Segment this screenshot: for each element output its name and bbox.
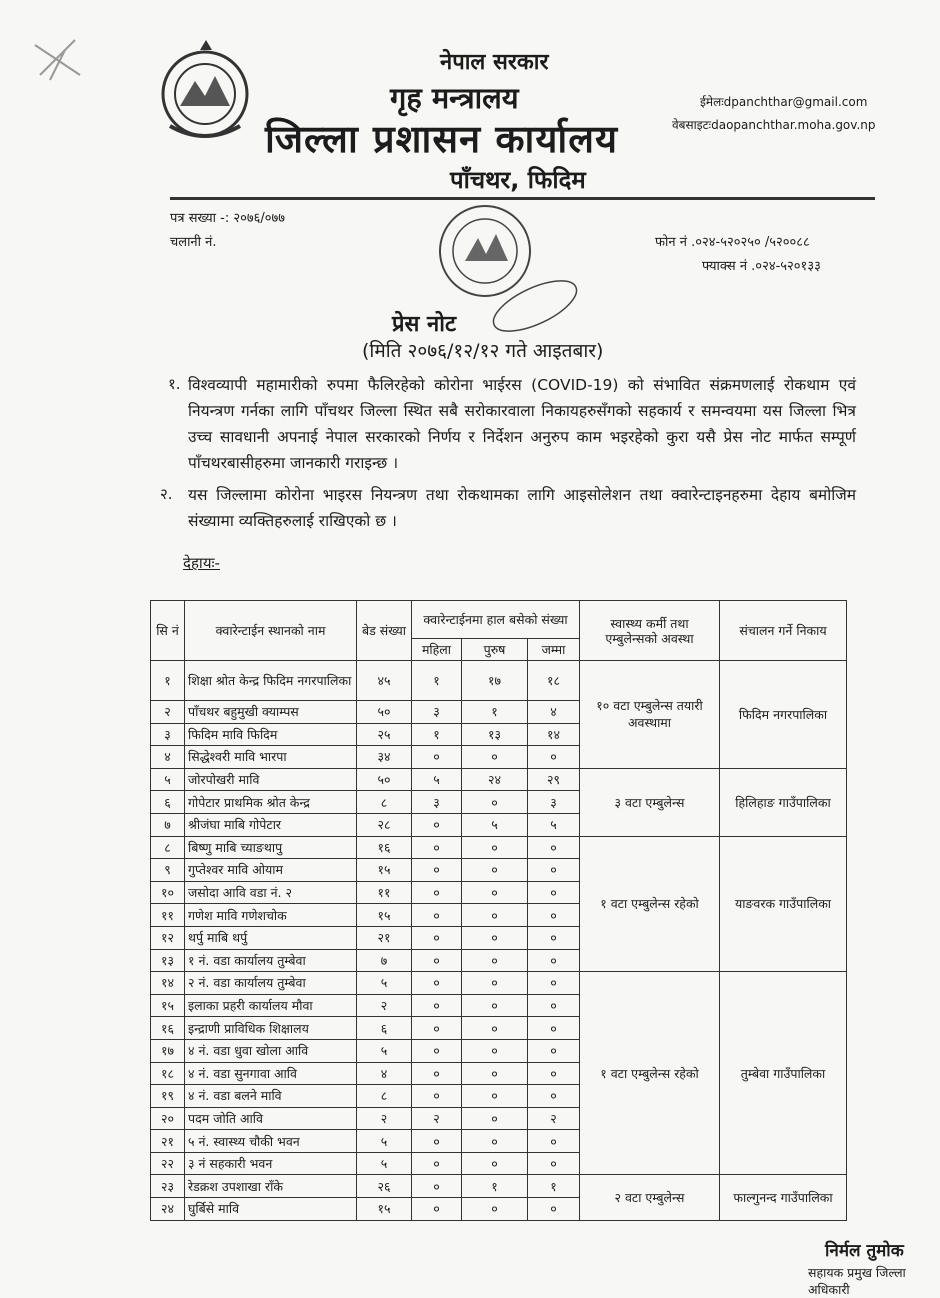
cell-female: ० (412, 1039, 462, 1062)
cell-sn: २३ (151, 1175, 185, 1198)
cell-sn: १६ (151, 1017, 185, 1040)
cell-name: ३ नं सहकारी भवन (185, 1152, 357, 1175)
cell-total: ० (528, 1130, 580, 1153)
cell-female: १ (412, 723, 462, 746)
dehay-label: देहायः- (183, 554, 220, 572)
cell-beds: १५ (357, 859, 412, 882)
cell-female: ० (412, 836, 462, 859)
press-note-date: (मिति २०७६/१२/१२ गते आइतबार) (362, 340, 604, 362)
cell-beds: ६ (357, 1017, 412, 1040)
cell-female: ० (412, 1198, 462, 1221)
cell-female: ३ (412, 791, 462, 814)
cell-name: रेडक्रश उपशाखा राँके (185, 1175, 357, 1198)
cell-male: ० (462, 926, 528, 949)
cell-beds: १५ (357, 1198, 412, 1221)
cell-male: ० (462, 1107, 528, 1130)
cell-total: ० (528, 1085, 580, 1108)
cell-beds: ४५ (357, 661, 412, 701)
cell-name: श्रीजंघा माबि गोपेटार (185, 813, 357, 836)
cell-male: ० (462, 1198, 528, 1221)
quarantine-table-body (151, 661, 847, 1221)
fax-number: फ्याक्स नं .०२४-५२०१३३ (702, 259, 821, 274)
cell-female: ५ (412, 768, 462, 791)
cell-male: ० (462, 1085, 528, 1108)
cell-total: ५ (528, 813, 580, 836)
table-row (151, 661, 847, 701)
cell-beds: २६ (357, 1175, 412, 1198)
cell-total: ३ (528, 791, 580, 814)
dispatch-number: चलानी नं. (170, 235, 217, 250)
nepal-emblem-icon (150, 36, 260, 146)
cell-male: ० (462, 904, 528, 927)
cell-operator: फिदिम नगरपालिका (720, 661, 847, 769)
cell-total: ० (528, 926, 580, 949)
cell-female: ० (412, 1085, 462, 1108)
cell-total: ० (528, 1198, 580, 1221)
cell-beds: ७ (357, 949, 412, 972)
cell-total: ० (528, 881, 580, 904)
cell-total: ० (528, 1152, 580, 1175)
cell-male: ० (462, 881, 528, 904)
cell-name: ४ नं. वडा धुवा खोला आवि (185, 1039, 357, 1062)
cell-name: ४ नं. वडा सुनगावा आवि (185, 1062, 357, 1085)
cell-beds: ४ (357, 1062, 412, 1085)
cell-female: ० (412, 1017, 462, 1040)
quarantine-table (150, 600, 847, 1221)
cell-sn: ७ (151, 813, 185, 836)
cell-name: जसोदा आवि वडा नं. २ (185, 881, 357, 904)
cell-beds: ५ (357, 1152, 412, 1175)
cell-total: ० (528, 994, 580, 1017)
paragraph-1-number: १. (168, 375, 181, 393)
cell-health: १ वटा एम्बुलेन्स रहेको (580, 972, 720, 1175)
cell-total: ० (528, 972, 580, 995)
cell-sn: २१ (151, 1130, 185, 1153)
cell-female: ० (412, 994, 462, 1017)
cell-health: १० वटा एम्बुलेन्स तयारी अवस्थामा (580, 661, 720, 769)
cell-male: १ (462, 1175, 528, 1198)
signature-name: निर्मल तुमोक (825, 1241, 904, 1261)
cell-health: १ वटा एम्बुलेन्स रहेको (580, 836, 720, 972)
cell-total: ० (528, 1017, 580, 1040)
cell-beds: ५ (357, 1130, 412, 1153)
cell-sn: २० (151, 1107, 185, 1130)
cell-male: ० (462, 859, 528, 882)
ministry-name: गृह मन्त्रालय (390, 81, 519, 115)
government-name: नेपाल सरकार (440, 50, 549, 75)
cell-female: ० (412, 949, 462, 972)
cell-name: ५ नं. स्वास्थ्य चौकी भवन (185, 1130, 357, 1153)
paragraph-2: यस जिल्लामा कोरोना भाइरस नियन्त्रण तथा रोकथामका लागि आइसोलेशन तथा क्वारेन्टाइनहरुमा देहाय बमोजिम संख्यामा व्यक्तिहरुलाई राखिएको छ । (188, 486, 856, 530)
cell-male: १ (462, 701, 528, 724)
cell-name: घुर्बिसे मावि (185, 1198, 357, 1221)
cell-sn: १० (151, 881, 185, 904)
header-total: जम्मा (528, 639, 580, 661)
cell-female: ० (412, 1062, 462, 1085)
cell-beds: २१ (357, 926, 412, 949)
header-name: क्वारेन्टाईन स्थानको नाम (185, 601, 357, 661)
cell-name: १ नं. वडा कार्यालय तुम्बेवा (185, 949, 357, 972)
office-name: जिल्ला प्रशासन कार्यालय (265, 117, 619, 161)
cell-total: २९ (528, 768, 580, 791)
cell-total: ० (528, 746, 580, 769)
cell-health: ३ वटा एम्बुलेन्स (580, 768, 720, 836)
cell-operator: फाल्गुनन्द गाउँपालिका (720, 1175, 847, 1220)
cell-total: ० (528, 904, 580, 927)
cell-total: १४ (528, 723, 580, 746)
cell-beds: ८ (357, 791, 412, 814)
press-note-title: प्रेस नोट (392, 312, 457, 337)
cell-male: ० (462, 1130, 528, 1153)
table-row (151, 972, 847, 995)
cell-sn: १९ (151, 1085, 185, 1108)
cell-sn: ११ (151, 904, 185, 927)
cell-name: २ नं. वडा कार्यालय तुम्बेवा (185, 972, 357, 995)
cell-name: शिक्षा श्रोत केन्द्र फिदिम नगरपालिका (185, 661, 357, 701)
cell-beds: २८ (357, 813, 412, 836)
cell-name: इलाका प्रहरी कार्यालय मौवा (185, 994, 357, 1017)
header-male: पुरुष (462, 639, 528, 661)
cell-female: १ (412, 661, 462, 701)
cell-female: ० (412, 881, 462, 904)
cell-beds: ११ (357, 881, 412, 904)
cell-beds: १६ (357, 836, 412, 859)
cell-sn: १८ (151, 1062, 185, 1085)
cell-sn: ४ (151, 746, 185, 769)
cell-beds: २५ (357, 723, 412, 746)
cell-sn: ८ (151, 836, 185, 859)
table-row (151, 836, 847, 859)
cell-male: ० (462, 1017, 528, 1040)
cell-male: ० (462, 791, 528, 814)
cell-total: १८ (528, 661, 580, 701)
cell-sn: २२ (151, 1152, 185, 1175)
cell-sn: १५ (151, 994, 185, 1017)
cell-female: ० (412, 813, 462, 836)
cell-sn: ६ (151, 791, 185, 814)
office-location: पाँचथर, फिदिम (450, 166, 586, 194)
header-sn: सि नं (151, 601, 185, 661)
cell-name: इन्द्राणी प्राविधिक शिक्षालय (185, 1017, 357, 1040)
cell-health: २ वटा एम्बुलेन्स (580, 1175, 720, 1220)
cell-sn: १३ (151, 949, 185, 972)
cell-beds: ५० (357, 768, 412, 791)
cell-male: ० (462, 972, 528, 995)
cell-sn: १७ (151, 1039, 185, 1062)
cell-beds: ५ (357, 972, 412, 995)
cell-beds: २ (357, 1107, 412, 1130)
cell-name: गणेश मावि गणेशचोक (185, 904, 357, 927)
cell-name: पदम जोति आवि (185, 1107, 357, 1130)
cell-beds: ५० (357, 701, 412, 724)
cell-female: ० (412, 859, 462, 882)
cell-name: गुप्तेश्वर मावि ओयाम (185, 859, 357, 882)
header-operator: संचालन गर्ने निकाय (720, 601, 847, 661)
cell-female: ३ (412, 701, 462, 724)
cell-total: ० (528, 836, 580, 859)
cell-female: ० (412, 926, 462, 949)
cell-total: १ (528, 1175, 580, 1198)
cell-female: ० (412, 1152, 462, 1175)
cell-male: ० (462, 746, 528, 769)
cell-operator: हिलिहाङ गाउँपालिका (720, 768, 847, 836)
cell-total: ४ (528, 701, 580, 724)
phone-number: फोन नं .०२४-५२०२५० /५२००८८ (655, 235, 810, 250)
cell-female: ० (412, 1130, 462, 1153)
cell-beds: ५ (357, 1039, 412, 1062)
cell-total: ० (528, 1039, 580, 1062)
cell-male: ० (462, 1039, 528, 1062)
cell-name: फिदिम मावि फिदिम (185, 723, 357, 746)
cell-sn: २४ (151, 1198, 185, 1221)
cell-female: ० (412, 1175, 462, 1198)
table-row (151, 1175, 847, 1198)
cell-name: जोरपोखरी मावि (185, 768, 357, 791)
cell-total: ० (528, 859, 580, 882)
cell-male: १७ (462, 661, 528, 701)
cell-sn: ३ (151, 723, 185, 746)
cell-beds: १५ (357, 904, 412, 927)
cell-male: ० (462, 994, 528, 1017)
cell-beds: ३४ (357, 746, 412, 769)
office-email: ईमेलःdpanchthar@gmail.com (700, 95, 868, 109)
cell-male: ५ (462, 813, 528, 836)
cell-male: ० (462, 949, 528, 972)
cell-name: पाँचथर बहुमुखी क्याम्पस (185, 701, 357, 724)
cell-sn: २ (151, 701, 185, 724)
cell-total: ० (528, 949, 580, 972)
scan-mark-icon (30, 35, 90, 85)
cell-female: २ (412, 1107, 462, 1130)
cell-sn: १२ (151, 926, 185, 949)
cell-male: ० (462, 1152, 528, 1175)
cell-male: ० (462, 836, 528, 859)
cell-beds: २ (357, 994, 412, 1017)
cell-sn: ९ (151, 859, 185, 882)
cell-female: ० (412, 972, 462, 995)
header-female: महिला (412, 639, 462, 661)
cell-sn: १४ (151, 972, 185, 995)
cell-name: थर्पु माबि थर्पु (185, 926, 357, 949)
table-row (151, 768, 847, 791)
cell-sn: ५ (151, 768, 185, 791)
cell-total: ० (528, 1062, 580, 1085)
office-website: वेबसाइटःdaopanchthar.moha.gov.np (672, 118, 876, 132)
header-beds: बेड संख्या (357, 601, 412, 661)
cell-female: ० (412, 746, 462, 769)
letter-number: पत्र सख्या -: २०७६/०७७ (170, 211, 286, 226)
cell-name: सिद्धेश्वरी मावि भारपा (185, 746, 357, 769)
cell-operator: याङवरक गाउँपालिका (720, 836, 847, 972)
cell-sn: १ (151, 661, 185, 701)
header-current: क्वारेन्टाईनमा हाल बसेको संख्या (412, 601, 580, 639)
cell-male: २४ (462, 768, 528, 791)
cell-male: ० (462, 1062, 528, 1085)
cell-operator: तुम्बेवा गाउँपालिका (720, 972, 847, 1175)
cell-male: १३ (462, 723, 528, 746)
paragraph-1: विश्वव्यापी महामारीको रुपमा फैलिरहेको कोरोना भाईरस (COVID-19) को संभावित संक्रमणलाई रोकथाम एवं नियन्त्रण गर्नका लागि पाँचथर जिल्ला स्थित सबै सरोकारवाला निकायहरुसँगको सहकार्य र समन्वयमा यस जिल्ला भित्र उच्च सावधानी अपनाई नेपाल सरकारको निर्णय र निर्देशन अनुरुप काम भइरहेको कुरा यसै प्रेस नोट मार्फत सम्पूर्ण पाँचथरबासीहरुमा जानकारी गराइन्छ । (188, 376, 856, 472)
cell-name: गोपेटार प्राथमिक श्रोत केन्द्र (185, 791, 357, 814)
cell-name: ४ नं. वडा बलने मावि (185, 1085, 357, 1108)
cell-beds: ८ (357, 1085, 412, 1108)
cell-total: २ (528, 1107, 580, 1130)
cell-name: बिष्णु माबि च्याङथापु (185, 836, 357, 859)
header-health: स्वास्थ्य कर्मी तथा एम्बुलेन्सको अवस्था (580, 601, 720, 661)
cell-female: ० (412, 904, 462, 927)
signature-designation: सहायक प्रमुख जिल्ला अधिकारी (808, 1265, 906, 1297)
paragraph-2-number: २. (160, 485, 173, 503)
